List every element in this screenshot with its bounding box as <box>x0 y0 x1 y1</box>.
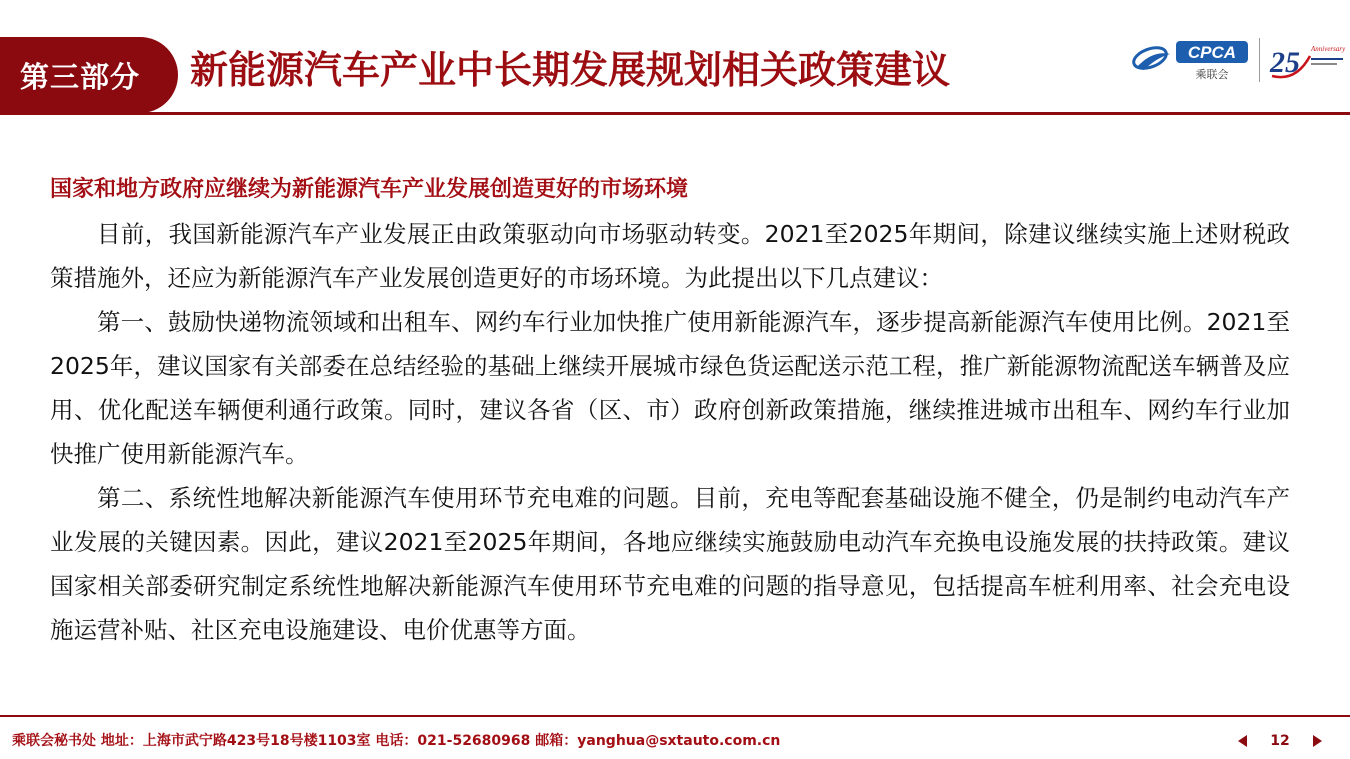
anniversary-logo <box>1266 38 1346 82</box>
page-title: 新能源汽车产业中长期发展规划相关政策建议 <box>190 48 951 92</box>
anniversary-number: 25 <box>1270 46 1300 79</box>
anniversary-stripe <box>1311 63 1337 65</box>
header-divider <box>0 112 1350 115</box>
section-label: 第三部分 <box>19 59 140 94</box>
paragraph: 第一、鼓励快递物流领域和出租车、网约车行业加快推广使用新能源汽车，逐步提高新能源汽车使用比例。2021至2025年，建议国家有关部委在总结经验的基础上继续开展城市绿色货运配送示范工程，推广新能源物流配送车辆普及应用、优化配送车辆便利通行政策。同时，建议各省（区、市）政府创新政策措施，继续推进城市出租车、网约车行业加快推广使用新能源汽车。 <box>50 308 1290 468</box>
cpca-logo <box>1130 38 1252 82</box>
content-heading: 国家和地方政府应继续为新能源汽车产业发展创造更好的市场环境 <box>50 177 689 202</box>
slide-header <box>0 0 1350 118</box>
content-body <box>50 168 1290 652</box>
page-number: 12 <box>1270 733 1290 749</box>
cpca-text: CPCA <box>1187 43 1237 62</box>
footer-divider <box>0 715 1350 717</box>
paragraph: 目前，我国新能源汽车产业发展正由政策驱动向市场驱动转变。2021至2025年期间，除建议继续实施上述财税政策措施外，还应为新能源汽车产业发展创造更好的市场环境。为此提出以下几点建议： <box>50 220 1290 292</box>
page-navigator <box>1238 729 1322 753</box>
section-tab <box>0 37 178 113</box>
logo-divider <box>1259 38 1260 82</box>
cpca-subtext: 乘联会 <box>1195 68 1229 81</box>
footer-contact: 乘联会秘书处 地址：上海市武宁路423号18号楼1103室 电话：021-52680968 邮箱：yanghua@sxtauto.com.cn <box>12 733 781 749</box>
paragraph: 第二、系统性地解决新能源汽车使用环节充电难的问题。目前，充电等配套基础设施不健全，仍是制约电动汽车产业发展的关键因素。因此，建议2021至2025年期间，各地应继续实施鼓励电动汽车充换电设施发展的扶持政策。建议国家相关部委研究制定系统性地解决新能源汽车使用环节充电难的问题的指导意见，包括提高车桩利用率、社会充电设施运营补贴、社区充电设施建设、电价优惠等方面。 <box>50 484 1290 644</box>
anniversary-stripe <box>1311 58 1343 60</box>
anniversary-text: Anniversary <box>1311 45 1346 53</box>
prev-page-icon[interactable] <box>1238 735 1247 747</box>
next-page-icon[interactable] <box>1313 735 1322 747</box>
